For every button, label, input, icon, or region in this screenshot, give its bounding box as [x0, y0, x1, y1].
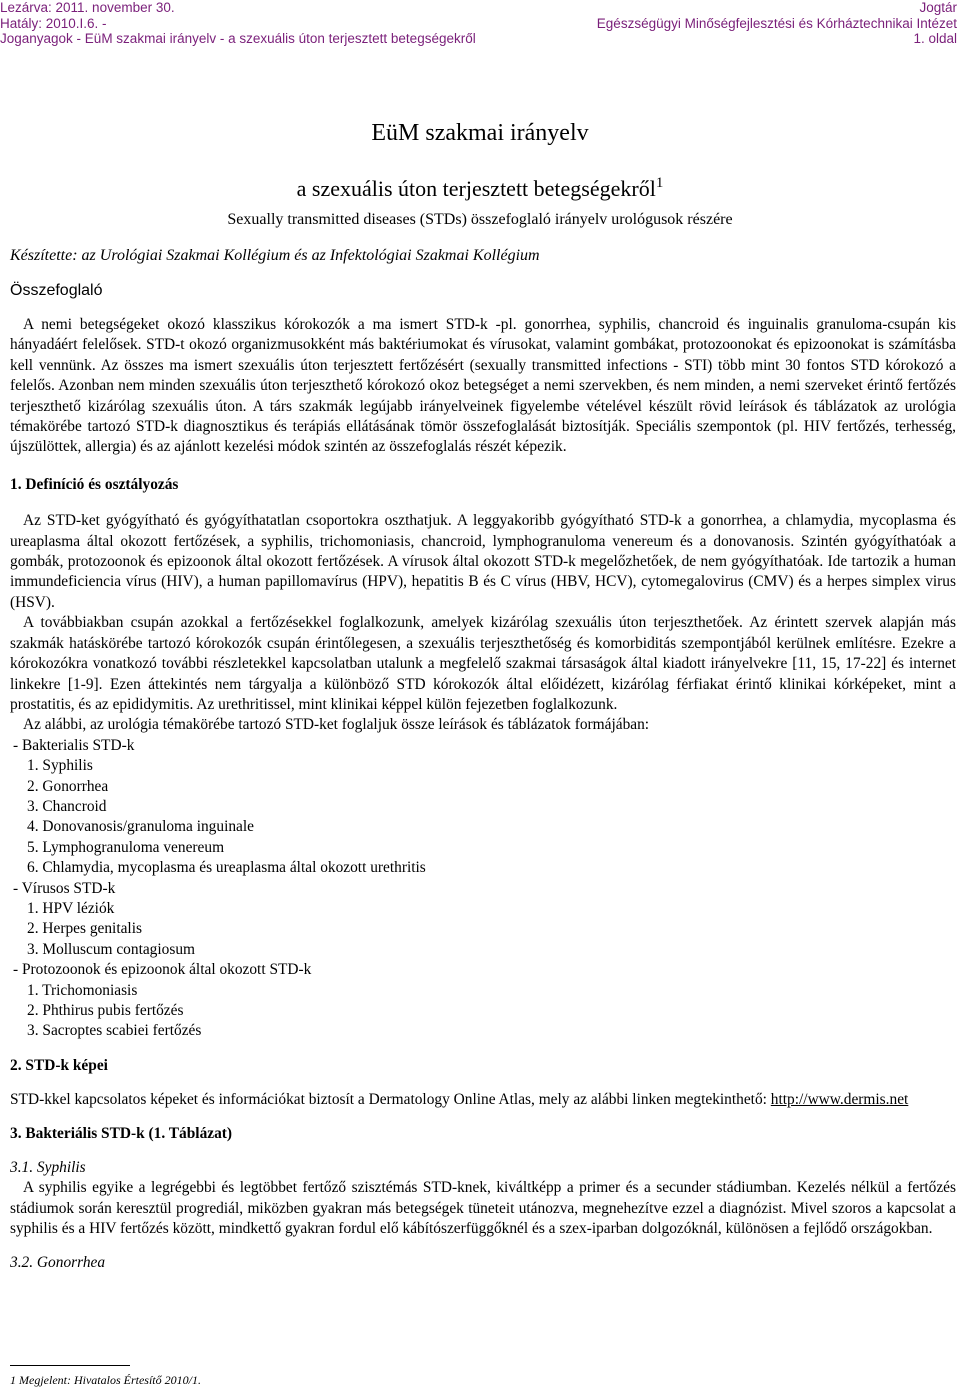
summary-heading: Összefoglaló — [10, 282, 103, 299]
header-closed-date: Lezárva: 2011. november 30. — [0, 0, 175, 15]
list-item: 1. HPV léziók — [27, 899, 115, 917]
list-item: 1. Syphilis — [27, 757, 93, 775]
list-item: 2. Herpes genitalis — [27, 920, 142, 938]
section-2-text: STD-kkel kapcsolatos képeket és információkat biztosít a Dermatology Online Atlas, mely az alábbi linken megtekinthető: — [10, 1091, 767, 1109]
section-2-heading: 2. STD-k képei — [10, 1056, 108, 1074]
header-left — [0, 0, 476, 47]
footnote-divider — [10, 1365, 130, 1366]
section-3-1-paragraph: A syphilis egyike a legrégebbi és legtöbbet fertőző szisztémás STD-knek, kiváltképp a primer és a secunder stádiumban. Kezelés nélkül a fertőzés stádiumok során keresztül progrediál, miközben gyakran más betegségek tüneteit utánozva, megnehezítve ezzel a diagnózist. Mivel szoros a kapcsolat a syphilis és a HIV fertőzés között, mindkettő gyakran fordul elő kábítószerfüggőknél és a szex-iparban dolgozóknál, különösen a fejlődő országokban. — [10, 1179, 956, 1238]
list-group-label: - Bakterialis STD-k — [13, 736, 135, 754]
section-3-1-heading: 3.1. Syphilis — [10, 1159, 86, 1177]
header-page-number: 1. oldal — [913, 31, 957, 46]
dermis-link[interactable]: http://www.dermis.net — [770, 1091, 909, 1109]
list-item: 3. Sacroptes scabiei fertőzés — [27, 1022, 202, 1040]
header-validity: Hatály: 2010.I.6. - — [0, 15, 107, 31]
document-title: EüM szakmai irányelv — [371, 120, 589, 146]
section-3-heading: 3. Bakteriális STD-k (1. Táblázat) — [10, 1124, 233, 1142]
page-header — [0, 0, 960, 50]
list-item: 1. Trichomoniasis — [27, 981, 138, 999]
subtitle-text: a szexuális úton terjesztett betegségekről — [296, 176, 656, 201]
list-item: 6. Chlamydia, mycoplasma és ureaplasma által okozott urethritis — [27, 859, 426, 877]
std-list — [10, 736, 956, 1042]
header-source: Jogtár — [919, 0, 957, 15]
header-breadcrumb[interactable]: Joganyagok - EüM szakmai irányelv - a szexuális úton terjesztett betegségekről — [0, 31, 476, 46]
summary-paragraph: A nemi betegségeket okozó klasszikus kórokozók a ma ismert STD-k -pl. gonorrhea, syphilis, chancroid és inguinalis granuloma-csupán kis hányadáért felelősek. STD-t okozó organizmusokként más baktériumokat és vírusokat, valamint gombákat, protozoonokat és epizoonokat is számításba kell vennünk. Az összes ma ismert szexuális úton terjesztett fertőzésért (sexually transmitted infections - STI) több mint 30 fontos STD kórokozó a felelős. Azonban nem minden szexuális úton terjeszthető kórokozó okoz betegséget a nemi szervekben, és nem minden, a nemi szerveket érintő fertőzés terjeszthető kizárólag szexuális úton. A társ szakmák legújabb irányelveinek figyelembe vételével készült rövid leírások és táblázatok az urológia témakörébe tartozó STD-k diagnosztikus és terápiás ellátásának tömör összefoglalását biztosítják. Speciális szempontok (pl. HIV fertőzés, terhesség, újszülöttek, allergia) és az ajánlott kezelési módok szintén az összefoglalás részét képezik. — [10, 316, 956, 456]
author-line: Készítette: az Urológiai Szakmai Kollégium és az Infektológiai Szakmai Kollégium — [10, 247, 540, 264]
footnote-ref[interactable]: 1 — [655, 175, 664, 191]
list-item: 3. Chancroid — [27, 797, 107, 815]
list-item: 2. Gonorrhea — [27, 777, 109, 795]
footnote: 1 Megjelent: Hivatalos Értesítő 2010/1. — [10, 1373, 201, 1387]
section-1-heading: 1. Definíció és osztályozás — [10, 475, 179, 493]
section-1-paragraph-3: Az alábbi, az urológia témakörébe tartozó STD-ket foglaljuk össze leírások és táblázatok formájában: — [23, 716, 650, 734]
section-2-paragraph — [10, 1090, 956, 1110]
header-institute: Egészségügyi Minőségfejlesztési és Kórháztechnikai Intézet — [596, 15, 957, 31]
list-item: 5. Lymphogranuloma venereum — [27, 838, 225, 856]
section-1-paragraph-2: A továbbiakban csupán azokkal a fertőzésekkel foglalkozunk, amelyek kizárólag szexuális úton terjeszthetőek. Az érintett szervek alapján más szakmák hatáskörébe tartozó kórokozók csupán érintőlegesen, a szexuális terjeszthetőség és komorbiditás szempontjából kerülnek említésre. Ezekre a kórokozókra vonatkozó további részletekkel kapcsolatban utalunk a megfelelő szakmai társaságok által kiadott irányelvekre [11, 15, 17-22] és internet linkekre [1-9]. Ezen áttekintés nem tárgyalja a különböző STD kórokozók által előidézett, kizárólag férfiakat érintő klinikai kórképeket, mint a prostatitis, és az epididymitis. Az urethritissel, mint klinikai képpel külön fejezetben foglalkozunk. — [10, 614, 956, 713]
header-right — [597, 0, 957, 47]
document-body — [10, 315, 956, 1273]
list-item: 4. Donovanosis/granuloma inguinale — [27, 818, 254, 836]
english-title: Sexually transmitted diseases (STDs) összefoglaló irányelv urológusok részére — [227, 211, 733, 228]
list-item: 3. Molluscum contagiosum — [27, 940, 196, 958]
section-3-2-heading: 3.2. Gonorrhea — [10, 1253, 106, 1271]
list-group-label: - Vírusos STD-k — [13, 879, 116, 897]
list-group-label: - Protozoonok és epizoonok által okozott STD-k — [13, 961, 312, 979]
document-subtitle — [0, 175, 960, 202]
section-1-paragraph-1: Az STD-ket gyógyítható és gyógyíthatatlan csoportokra oszthatjuk. A leggyakoribb gyógyítható STD-k a gonorrhea, a chlamydia, mycoplasma és ureaplasma által okozott fertőzések, a syphilis, trichomoniasis, chancroid, lymphogranuloma venereum és a donovanosis. Szintén gyógyíthatóak a gombák, protozoonok és epizoonok által okozott fertőzések. A vírusok által okozott STD-k megelőzhetőek, de nem gyógyíthatóak. Ide tartozik a human immundeficiencia vírus (HIV), a human papillomavírus (HPV), hepatitis B és C vírus (HBV, HCV), cytomegalovirus (CMV) és a herpes simplex virus (HSV). — [10, 512, 956, 611]
list-item: 2. Phthirus pubis fertőzés — [27, 1002, 184, 1019]
